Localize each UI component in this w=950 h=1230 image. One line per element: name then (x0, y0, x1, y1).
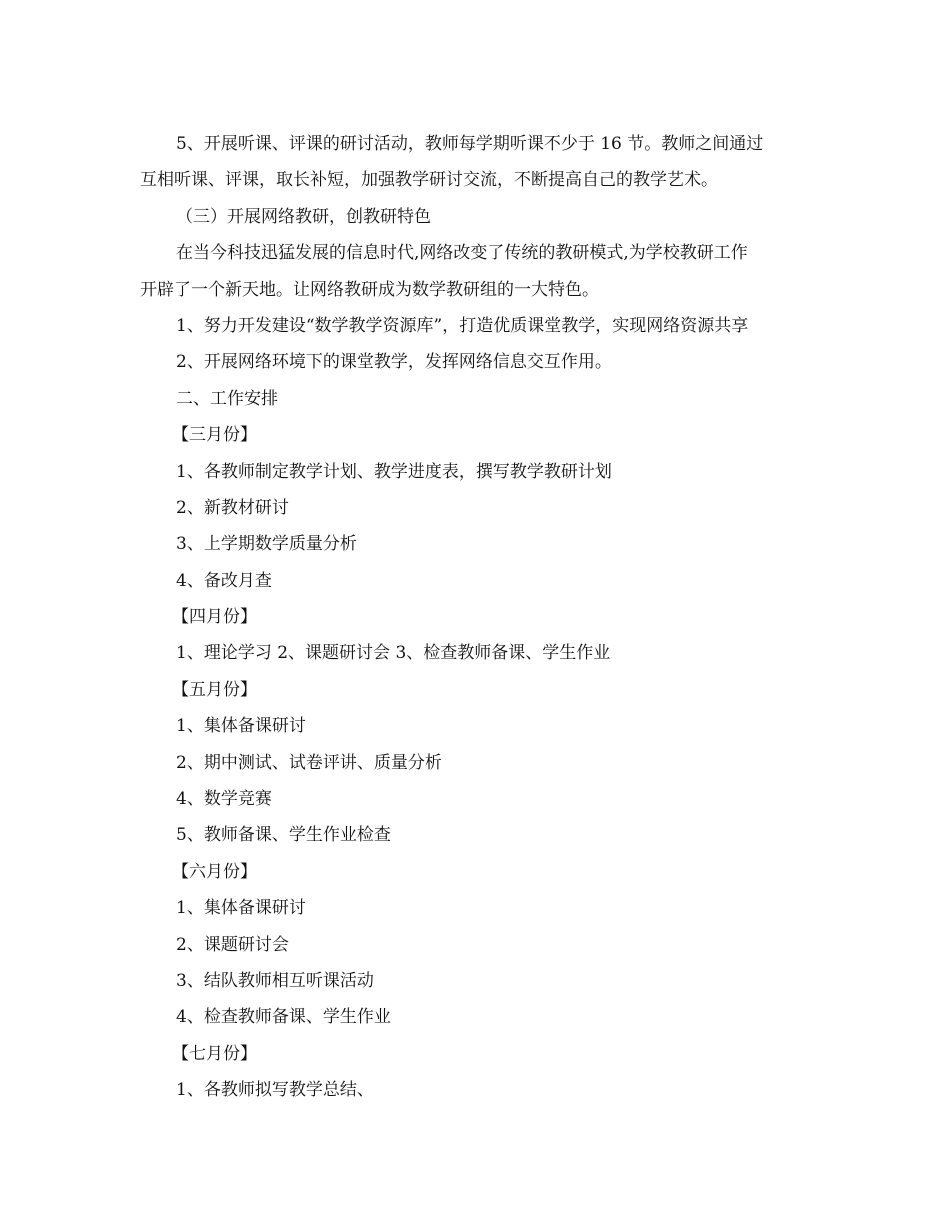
section-heading: 二、工作安排 (176, 388, 278, 409)
paragraph-line: 5、开展听课、评课的研讨活动，教师每学期听课不少于 16 节。教师之间通过 (176, 134, 764, 154)
list-item: 1、各教师制定教学计划、教学进度表，撰写教学教研计划 (176, 461, 612, 482)
month-heading: 【四月份】 (172, 607, 257, 628)
list-item: 4、备改月查 (176, 570, 272, 591)
list-item: 2、新教材研讨 (176, 497, 289, 518)
list-item: 4、检查教师备课、学生作业 (176, 1007, 391, 1028)
list-item: 3、上学期数学质量分析 (176, 534, 357, 555)
month-heading: 【五月份】 (172, 679, 257, 700)
list-item: 1、集体备课研讨 (176, 716, 306, 737)
list-item: 2、期中测试、试卷评讲、质量分析 (176, 752, 442, 773)
list-item: 1、各教师拟写教学总结、 (176, 1080, 374, 1101)
list-item: 4、数学竞赛 (176, 789, 272, 810)
list-item: 2、课题研讨会 (176, 934, 289, 955)
list-item: 1、努力开发建设“数学教学资源库”，打造优质课堂教学，实现网络资源共享 (176, 315, 749, 336)
list-item: 2、开展网络环境下的课堂教学，发挥网络信息交互作用。 (176, 352, 612, 373)
list-item: 1、理论学习 2、课题研讨会 3、检查教师备课、学生作业 (176, 643, 611, 664)
list-item: 3、结队教师相互听课活动 (176, 970, 374, 991)
paragraph-line: 开辟了一个新天地。让网络教研成为数学教研组的一大特色。 (140, 279, 599, 300)
month-heading: 【七月份】 (172, 1043, 257, 1064)
section-heading: （三）开展网络教研，创教研特色 (176, 206, 431, 227)
list-item: 5、教师备课、学生作业检查 (176, 825, 391, 846)
paragraph-line: 互相听课、评课，取长补短，加强教学研讨交流，不断提高自己的教学艺术。 (140, 170, 718, 191)
month-heading: 【六月份】 (172, 861, 257, 882)
document-body (140, 126, 810, 1109)
month-heading: 【三月份】 (172, 425, 257, 446)
list-item: 1、集体备课研讨 (176, 898, 306, 919)
paragraph-line: 在当今科技迅猛发展的信息时代,网络改变了传统的教研模式,为学校教研工作 (176, 243, 748, 264)
